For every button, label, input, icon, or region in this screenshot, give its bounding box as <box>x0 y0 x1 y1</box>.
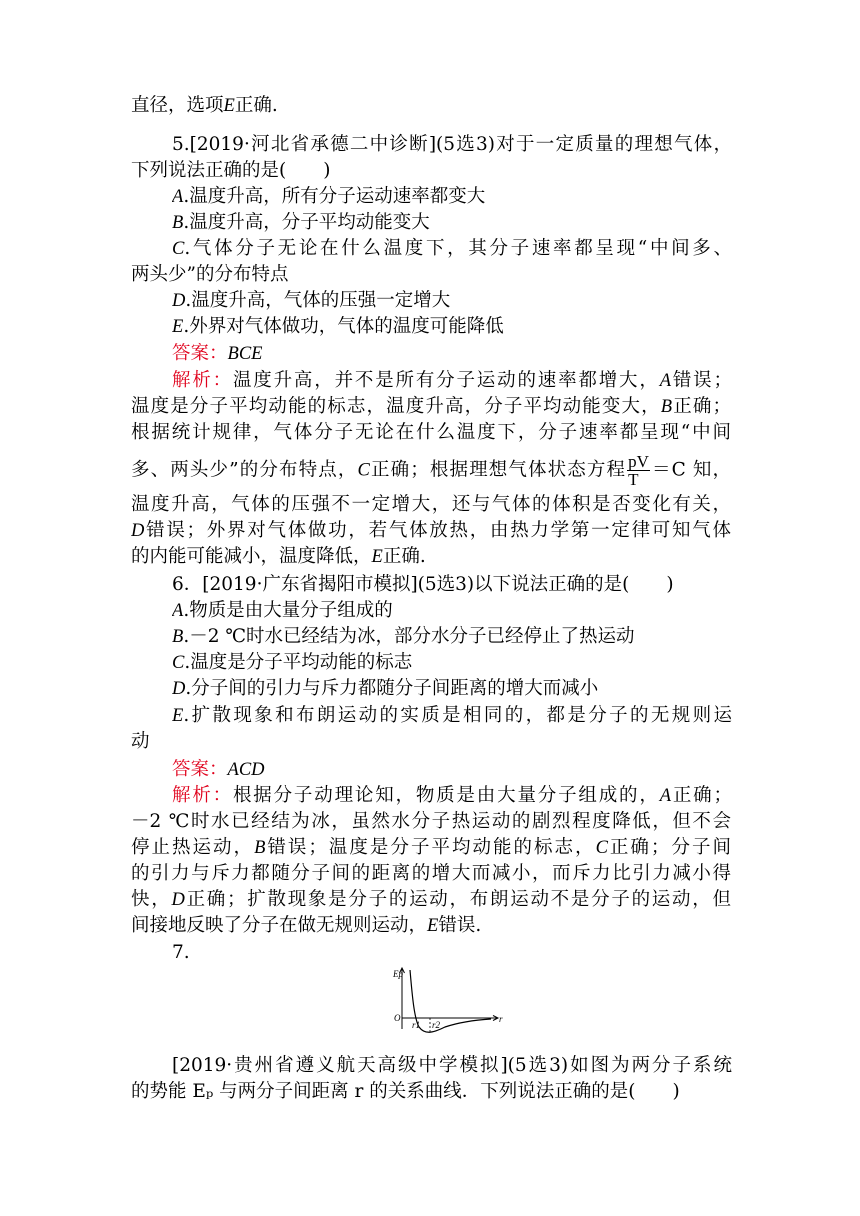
question-6-analysis-line-1: 解析：根据分子动理论知，物质是由大量分子组成的，A正确； <box>172 785 732 806</box>
potential-energy-graph-svg <box>375 963 515 1043</box>
question-6-answer: 答案：ACD <box>172 759 265 780</box>
question-5-analysis-line-5: 温度升高，气体的压强不一定增大，还与气体的体积是否变化有关， <box>131 494 731 515</box>
question-6-analysis-line-5: 快，D正确；扩散现象是分子的运动，布朗运动不是分子的运动，但 <box>131 889 731 910</box>
question-6-option-d: D.分子间的引力与斥力都随分子间距离的增大而减小 <box>172 678 599 699</box>
question-5-analysis-line-3: 根据统计规律，气体分子无论在什么温度下，分子速率都呈现“中间 <box>131 422 731 443</box>
question-5-option-d: D.温度升高，气体的压强一定增大 <box>172 290 451 311</box>
question-6-option-a: A.物质是由大量分子组成的 <box>172 600 393 621</box>
question-6-analysis-line-6: 间接地反映了分子在做无规则运动，E错误. <box>131 915 482 936</box>
question-6-analysis-line-2: －2 ℃时水已经结为冰，虽然水分子热运动的剧烈程度降低，但不会 <box>131 811 731 832</box>
question-7-stem-line-1: [2019·贵州省遵义航天高级中学模拟](5选3)如图为两分子系统 <box>172 1055 732 1076</box>
question-5-analysis-line-2: 温度是分子平均动能的标志，温度升高，分子平均动能变大，B正确； <box>131 396 731 417</box>
potential-energy-curve <box>410 970 491 1032</box>
question-5-option-a: A.温度升高，所有分子运动速率都变大 <box>172 186 486 207</box>
r1-label: r1 <box>412 1020 421 1030</box>
y-axis-label: Ep <box>393 969 403 979</box>
question-5-analysis-line-7: 的内能可能减小，温度降低，E正确. <box>131 546 426 567</box>
question-5-analysis-line-4: 多、两头少”的分布特点，C正确；根据理想气体状态方程 $\frac{pV}{T}$ ＝C 知， <box>131 453 731 487</box>
question-5-option-c-line-2: 两头少”的分布特点 <box>131 264 289 285</box>
question-6-option-e-line-2: 动 <box>131 731 150 752</box>
question-5-option-e: E.外界对气体做功，气体的温度可能降低 <box>172 316 504 337</box>
potential-energy-graph <box>375 963 515 1043</box>
question-6-analysis-line-3: 停止热运动，B错误；温度是分子平均动能的标志，C正确；分子间 <box>131 837 731 858</box>
question-5-analysis-line-1: 解析：温度升高，并不是所有分子运动的速率都增大，A错误； <box>172 370 732 391</box>
question-5-answer: 答案：BCE <box>172 343 263 364</box>
question-6-option-c: C.温度是分子平均动能的标志 <box>172 652 413 673</box>
question-6-option-b: B.－2 ℃时水已经结为冰，部分水分子已经停止了热运动 <box>172 626 635 647</box>
x-axis-label: r <box>499 1014 503 1024</box>
question-7-stem-line-2: 的势能 Eₚ 与两分子间距离 r 的关系曲线．下列说法正确的是( ) <box>131 1081 680 1102</box>
r2-label: r2 <box>432 1020 441 1030</box>
question-5-stem-line-2: 下列说法正确的是( ) <box>131 160 331 181</box>
question-6-option-e-line-1: E.扩散现象和布朗运动的实质是相同的，都是分子的无规则运 <box>172 705 732 726</box>
gas-law-fraction: $\frac{pV}{T}$ <box>628 453 649 487</box>
question-5-stem-line-1: 5.[2019·河北省承德二中诊断](5选3)对于一定质量的理想气体， <box>172 134 732 155</box>
question-5-analysis-line-6: D错误；外界对气体做功，若气体放热，由热力学第一定律可知气体 <box>131 520 731 541</box>
question-5-option-b: B.温度升高，分子平均动能变大 <box>172 212 430 233</box>
question-5-option-c-line-1: C.气体分子无论在什么温度下，其分子速率都呈现“中间多、 <box>172 238 732 259</box>
origin-label: O <box>394 1013 401 1023</box>
question-6-stem: 6．[2019·广东省揭阳市模拟](5选3)以下说法正确的是( ) <box>172 574 674 595</box>
question-7-number: 7. <box>172 942 190 963</box>
text-line-1: 直径，选项E正确. <box>131 95 278 116</box>
question-6-analysis-line-4: 的引力与斥力都随分子间的距离的增大而减小，而斥力比引力减小得 <box>131 863 731 884</box>
